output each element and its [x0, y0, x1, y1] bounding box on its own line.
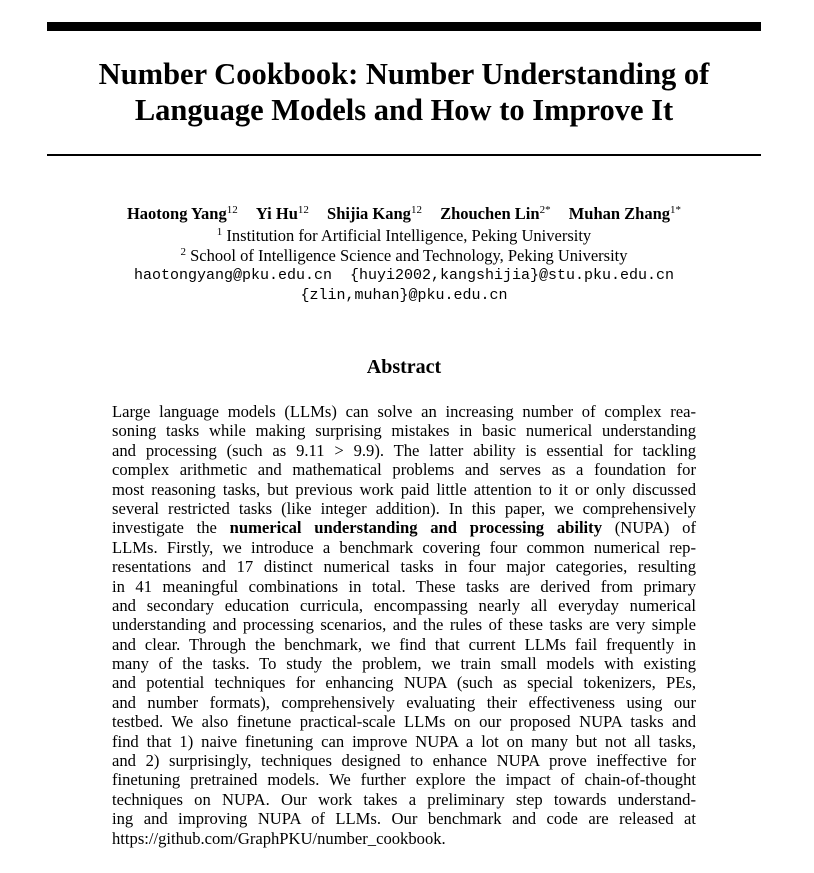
author-marks: 1* [670, 204, 682, 216]
affiliation-text: School of Intelligence Science and Technology, Peking University [190, 246, 628, 265]
title-line: Number Cookbook: Number Understanding of [98, 57, 710, 91]
abstract-heading: Abstract [366, 356, 442, 378]
abstract-text: investigate the [112, 518, 230, 538]
author-marks: 12 [410, 204, 422, 216]
abstract-line: soning tasks while making surprising mistakes in basic numerical understanding [112, 421, 696, 441]
abstract-line: find that 1) naive finetuning can improve NUPA a lot on many but not all tasks, [112, 731, 696, 751]
author-name-text: Muhan Zhang [568, 204, 671, 223]
top-rule [47, 22, 761, 31]
abstract-line-link[interactable]: https://github.com/GraphPKU/number_cookbook. [112, 828, 446, 848]
author-name-text: Haotong Yang [126, 204, 227, 223]
abstract-line: complex arithmetic and mathematical problems and serves as a foundation for [112, 460, 696, 480]
abstract-line: Large language models (LLMs) can solve an increasing number of complex rea- [112, 402, 696, 421]
abstract-line: and number formats), comprehensively evaluating their effectiveness using our [112, 692, 696, 712]
abstract-line: several restricted tasks (like integer addition). In this paper, we comprehensively [112, 498, 696, 518]
abstract-line: and processing (such as 9.11 > 9.9). The latter ability is essential for tackling [112, 440, 696, 460]
author-name-text: Yi Hu [255, 204, 298, 223]
bottom-rule [47, 154, 761, 156]
abstract-line: LLMs. Firstly, we introduce a benchmark covering four common numerical rep- [112, 537, 696, 557]
author-list [47, 204, 761, 224]
affiliation-2 [47, 246, 761, 266]
affiliation-mark: 2 [180, 246, 186, 258]
author-name [569, 204, 681, 223]
author-name [127, 204, 238, 223]
abstract-line: ing and improving NUPA of LLMs. Our benchmark and code are released at [112, 809, 696, 829]
title-line: Language Models and How to Improve It [134, 93, 674, 127]
author-name [327, 204, 422, 223]
affiliation-1 [47, 226, 761, 246]
abstract-body [112, 402, 696, 848]
abstract-line: in 41 meaningful combinations in total. These tasks are derived from primary [112, 576, 696, 596]
author-name [256, 204, 309, 223]
author-name-text: Shijia Kang [327, 204, 411, 223]
paper-title [47, 56, 761, 128]
affiliation-mark: 1 [216, 226, 223, 238]
abstract-line: and clear. Through the benchmark, we find that current LLMs fail frequently in [112, 634, 696, 654]
abstract-line: and 2) surprisingly, techniques designed to enhance NUPA prove ineffective for [112, 751, 696, 771]
abstract-line: most reasoning tasks, but previous work paid little attention to it or only discussed [112, 479, 696, 499]
affiliation-text: Institution for Artificial Intelligence, Peking University [226, 226, 592, 245]
abstract-line: and secondary education curricula, encompassing nearly all everyday numerical [112, 595, 696, 615]
email-line: {zlin,muhan}@pku.edu.cn [300, 287, 508, 304]
author-marks: 12 [226, 204, 238, 216]
author-marks: 12 [297, 204, 309, 216]
abstract-line: understanding and processing scenarios, and the rules of these tasks are very simple [112, 615, 696, 635]
email-line: haotongyang@pku.edu.cn {huyi2002,kangshijia}@stu.pku.edu.cn [133, 267, 675, 284]
author-name-text: Zhouchen Lin [440, 204, 540, 223]
author-marks: 2* [539, 204, 551, 216]
abstract-text: (NUPA) of [602, 518, 696, 538]
abstract-line: testbed. We also finetune practical-scale LLMs on our proposed NUPA tasks and [112, 712, 696, 732]
abstract-line: and potential techniques for enhancing NUPA (such as special tokenizers, PEs, [112, 673, 696, 693]
abstract-line [112, 518, 696, 537]
abstract-line: techniques on NUPA. Our work takes a preliminary step towards understand- [112, 789, 696, 809]
abstract-line: resentations and 17 distinct numerical tasks in four major categories, resulting [112, 557, 696, 577]
abstract-emphasis: numerical understanding and processing ability [229, 518, 602, 538]
abstract-line: finetuning pretrained models. We further explore the impact of chain-of-thought [112, 770, 696, 790]
author-name [440, 204, 551, 223]
abstract-line: many of the tasks. To study the problem, we train small models with existing [112, 654, 696, 674]
